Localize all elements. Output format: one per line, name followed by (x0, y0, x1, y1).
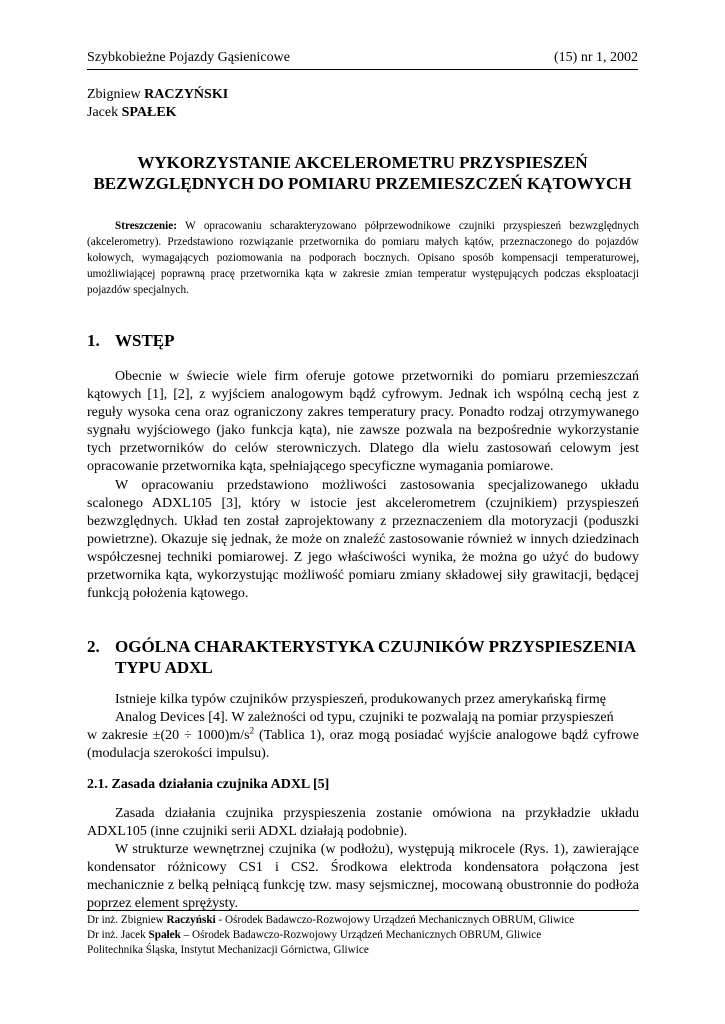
affiliation-line: Dr inż. Zbigniew Raczyński - Ośrodek Badawczo-Rozwojowy Urządzeń Mechanicznych OBRUM, Gliwice (87, 914, 575, 926)
paragraph: Istnieje kilka typów czujników przyspieszeń, produkowanych przez amerykańską firmę (115, 692, 606, 707)
paragraph: W strukturze wewnętrznej czujnika (w podłożu), występują mikrocele (Rys. 1), zawierające kondensator różnicowy CS1 i CS2. Środkowa elektroda kondensatora połączona jest mechanicznie z belką pełniącą funkcję tzw. masy sejsmicznej, mocowaną obustronnie do podłoża poprzez element sprężysty. (87, 842, 639, 912)
running-header (87, 49, 638, 70)
subsection-heading: 2.1. Zasada działania czujnika ADXL [5] (87, 777, 330, 792)
paragraph: Obecnie w świecie wiele firm oferuje gotowe przetworniki do pomiaru przemieszczań kątowych [1], [2], z wyjściem analogowym bądź cyfrowym. Jednak ich wspólną cechą jest z reguły wysoka cena oraz ograniczony zakres temperatury pracy. Ponadto rodzaj otrzymywanego sygnału wyjściowego (jako funkcja kąta), nie zawsze pozwala na bezpośrednie wykorzystanie tych przetworników do celów sterowniczych. Dlatego dla wielu zastosowań celowym jest opracowanie przetwornika kąta, spełniającego specyficzne wymagania pomiarowe. (87, 369, 639, 475)
paragraph: W opracowaniu przedstawiono możliwości zastosowania specjalizowanego układu scalonego ADXL105 [3], który w istocie jest akcelerometrem (czujnikiem) przyspieszeń bezwzględnych. Układ ten został zaprojektowany z przeznaczeniem dla motoryzacji (poduszki powietrzne). Okazuje się jednak, że może on znaleźć zastosowanie również w innych dziedzinach współczesnej techniki pomiarowej. Z jego właściwości wynika, że można go użyć do budowy przetwornika kąta, wykorzystując możliwość pomiaru zmiany składowej siły grawitacji, będącej funkcją położenia kątowego. (87, 477, 639, 602)
section-heading-2: 2. OGÓLNA CHARAKTERYSTYKA CZUJNIKÓW PRZYSPIESZENIA TYPU ADXL (87, 637, 636, 677)
paper-title: WYKORZYSTANIE AKCELEROMETRU PRZYSPIESZEŃ BEZWZGLĘDNYCH DO POMIARU PRZEMIESZCZEŃ KĄTOWYCH (93, 153, 632, 193)
abstract (87, 218, 639, 298)
journal-name: Szybkobieżne Pojazdy Gąsienicowe (87, 50, 290, 65)
section2-body (87, 691, 639, 763)
section-heading-1: 1. WSTĘP (87, 331, 175, 350)
author-list (87, 86, 228, 122)
section21-body (87, 805, 639, 914)
paragraph: Zasada działania czujnika przyspieszenia zostanie omówiona na przykładzie układu ADXL105 (inne czujniki serii ADXL działają podobnie). (87, 806, 639, 840)
section1-body (87, 368, 639, 603)
abstract-text: W opracowaniu scharakteryzowano półprzewodnikowe czujniki przyspieszeń bezwzględnych (akcelerometry). Przedstawiono rozwiązanie przetwornika do pomiaru małych kątów, przeznaczonego do pojazdów kołowych, wymagających poziomowania na podporach bocznych. Opisano sposób kompensacji temperaturowej, umożliwiającej poprawną pracę przetwornika kąta w zakresie zmian temperatur występujących podczas eksploatacji pojazdów specjalnych. (87, 220, 639, 296)
issue-number: (15) nr 1, 2002 (554, 50, 638, 65)
abstract-label: Streszczenie: (115, 220, 177, 232)
paragraph: w zakresie $\pm(20 \div 1000)m/s^2$ (Tablica 1), oraz mogą posiadać wyjście analogowe bądź cyfrowe (modulacja szerokości impulsu). (87, 725, 639, 762)
author: Jacek SPAŁEK (87, 105, 177, 120)
author: Zbigniew RACZYŃSKI (87, 87, 229, 102)
affiliation-line: Dr inż. Jacek Spałek – Ośrodek Badawczo-Rozwojowy Urządzeń Mechanicznych OBRUM, Gliwice (87, 929, 542, 941)
affiliation-line: Politechnika Śląska, Instytut Mechanizacji Górnictwa, Gliwice (87, 944, 369, 956)
paragraph: Analog Devices [4]. W zależności od typu, czujniki te pozwalają na pomiar przyspieszeń (115, 710, 614, 726)
author-affiliations-footnote (87, 910, 639, 958)
